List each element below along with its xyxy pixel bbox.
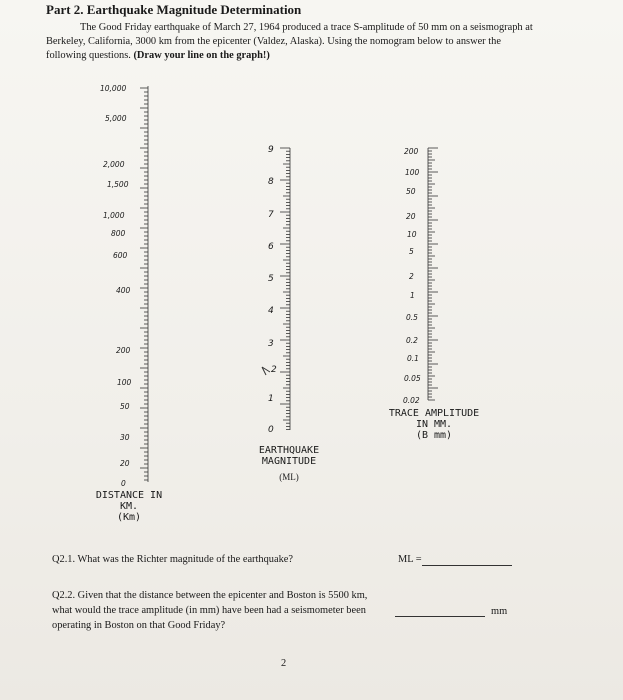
amplitude-title-line: IN MM. [415, 419, 453, 430]
amplitude-unit: mm [491, 606, 508, 617]
distance-scale-ticks [140, 86, 148, 482]
distance-label: 200 [116, 346, 131, 355]
magnitude-label: 1 [268, 394, 274, 404]
question-2-1: Q2.1. What was the Richter magnitude of the earthquake? [52, 554, 294, 565]
distance-label: 0 [121, 479, 126, 488]
instruction-text: (Draw your line on the graph!) [133, 50, 270, 61]
amplitude-label: 200 [404, 147, 419, 156]
page-title: Part 2. Earthquake Magnitude Determination [46, 2, 302, 17]
amplitude-title-line: TRACE AMPLITUDE [388, 408, 480, 419]
magnitude-label: 8 [268, 177, 274, 187]
amplitude-label: 0.2 [406, 336, 418, 345]
distance-label: 10,000 [100, 84, 127, 93]
pencil-arrow-mark [262, 367, 270, 375]
distance-label: 800 [111, 229, 126, 238]
amplitude-label: 100 [405, 168, 420, 177]
magnitude-title-line: EARTHQUAKE [258, 445, 320, 456]
magnitude-label: 4 [268, 306, 274, 316]
amplitude-axis-title [374, 408, 494, 441]
distance-label: 1,500 [107, 180, 129, 189]
magnitude-label: 0 [268, 425, 274, 435]
amplitude-label: 50 [406, 187, 416, 196]
distance-title-line: DISTANCE IN [95, 490, 163, 501]
ml-answer-label: ML = [398, 554, 422, 565]
magnitude-axis-title [244, 445, 334, 483]
magnitude-label: 6 [268, 242, 274, 252]
ml-answer-blank[interactable] [422, 565, 512, 566]
distance-label: 600 [113, 251, 128, 260]
magnitude-label: 7 [268, 210, 274, 220]
magnitude-scale-ticks [280, 148, 290, 430]
amplitude-label: 0.05 [404, 374, 421, 383]
distance-title-line: KM. [119, 501, 139, 512]
magnitude-label: 5 [268, 274, 274, 284]
distance-label: 1,000 [103, 211, 125, 220]
distance-title-line: (Km) [116, 512, 142, 523]
amplitude-label: 2 [409, 272, 414, 281]
magnitude-label: 3 [268, 339, 274, 349]
distance-label: 100 [117, 378, 132, 387]
amplitude-label: 0.02 [403, 396, 420, 405]
distance-label: 5,000 [105, 114, 127, 123]
magnitude-title-line: (ML) [279, 472, 299, 482]
amplitude-label: 20 [406, 212, 416, 221]
magnitude-title-line: MAGNITUDE [261, 456, 317, 467]
distance-axis-title [84, 490, 174, 523]
distance-label: 30 [120, 433, 130, 442]
distance-label: 20 [120, 459, 130, 468]
amplitude-title-line: (B mm) [415, 430, 453, 441]
distance-label: 50 [120, 402, 130, 411]
magnitude-label: 9 [268, 145, 274, 155]
magnitude-label: 2 [271, 365, 277, 375]
question-2-2: Q2.2. Given that the distance between the epicenter and Boston is 5500 km, what would the trace amplitude (in mm) have been had a seismometer been operating in Boston on that Good Friday? [52, 590, 368, 631]
distance-label: 2,000 [103, 160, 125, 169]
amplitude-answer-blank[interactable] [395, 616, 485, 617]
amplitude-label: 1 [410, 291, 415, 300]
amplitude-label: 10 [407, 230, 417, 239]
amplitude-label: 0.1 [407, 354, 419, 363]
amplitude-label: 5 [409, 247, 414, 256]
page-number: 2 [281, 658, 287, 669]
intro-text: The Good Friday earthquake of March 27, 1964 produced a trace S-amplitude of 50 mm on a seismograph at Berkeley, California, 3000 km from the epicenter (Valdez, Alaska). Using the nomogram below to answer the following questions. [46, 22, 533, 61]
amplitude-scale-ticks [428, 148, 438, 400]
amplitude-label: 0.5 [406, 313, 418, 322]
distance-label: 400 [116, 286, 131, 295]
